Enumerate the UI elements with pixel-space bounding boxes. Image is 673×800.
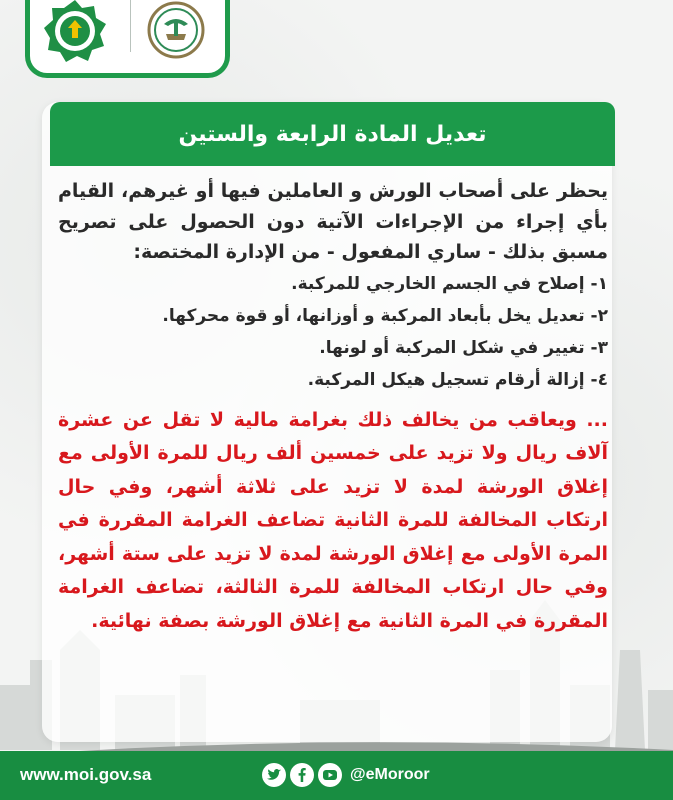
social-links — [262, 762, 430, 788]
article-content — [58, 176, 608, 736]
penalty-paragraph: ... ويعاقب من يخالف ذلك بغرامة مالية لا تقل عن عشرة آلاف ريال ولا تزيد على خمسين ألف ريال للمرة الأولى مع إغلاق الورشة لمدة لا تزيد على ثلاثة أشهر، وفي حال ارتكاب المخالفة للمرة الثانية تضاعف الغرامة المقررة في المرة الأولى مع إغلاق الورشة لمدة لا تزيد على ستة أشهر، وفي حال ارتكاب المخالفة للمرة الثالثة، تضاعف الغرامة المقررة في المرة الثانية مع إغلاق الورشة بصفة نهائية. — [58, 408, 608, 633]
logo-frame — [25, 0, 230, 78]
list-item: ٢- تعديل يخل بأبعاد المركبة و أوزانها، أو قوة محركها. — [162, 305, 608, 326]
traffic-emblem-icon — [42, 0, 108, 64]
page-title: تعديل المادة الرابعة والستين — [178, 121, 487, 147]
youtube-icon[interactable] — [318, 763, 342, 787]
twitter-icon[interactable] — [262, 763, 286, 787]
list-item: ١- إصلاح في الجسم الخارجي للمركبة. — [291, 273, 608, 294]
list-item: ٣- تغيير في شكل المركبة أو لونها. — [319, 337, 608, 358]
logo-divider — [130, 0, 131, 52]
social-handle[interactable]: @eMoroor — [350, 766, 430, 783]
website-link[interactable]: www.moi.gov.sa — [20, 765, 152, 784]
requirements-list — [58, 268, 608, 396]
facebook-icon[interactable] — [290, 763, 314, 787]
intro-paragraph: يحظر على أصحاب الورش و العاملين فيها أو غيرهم، القيام بأي إجراء من الإجراءات الآتية دون الحصول على تصريح مسبق بذلك - ساري المفعول - من الإدارة المختصة: — [58, 180, 608, 263]
card-header — [50, 102, 615, 166]
moi-emblem-icon — [144, 0, 208, 60]
list-item: ٤- إزالة أرقام تسجيل هيكل المركبة. — [307, 369, 608, 390]
